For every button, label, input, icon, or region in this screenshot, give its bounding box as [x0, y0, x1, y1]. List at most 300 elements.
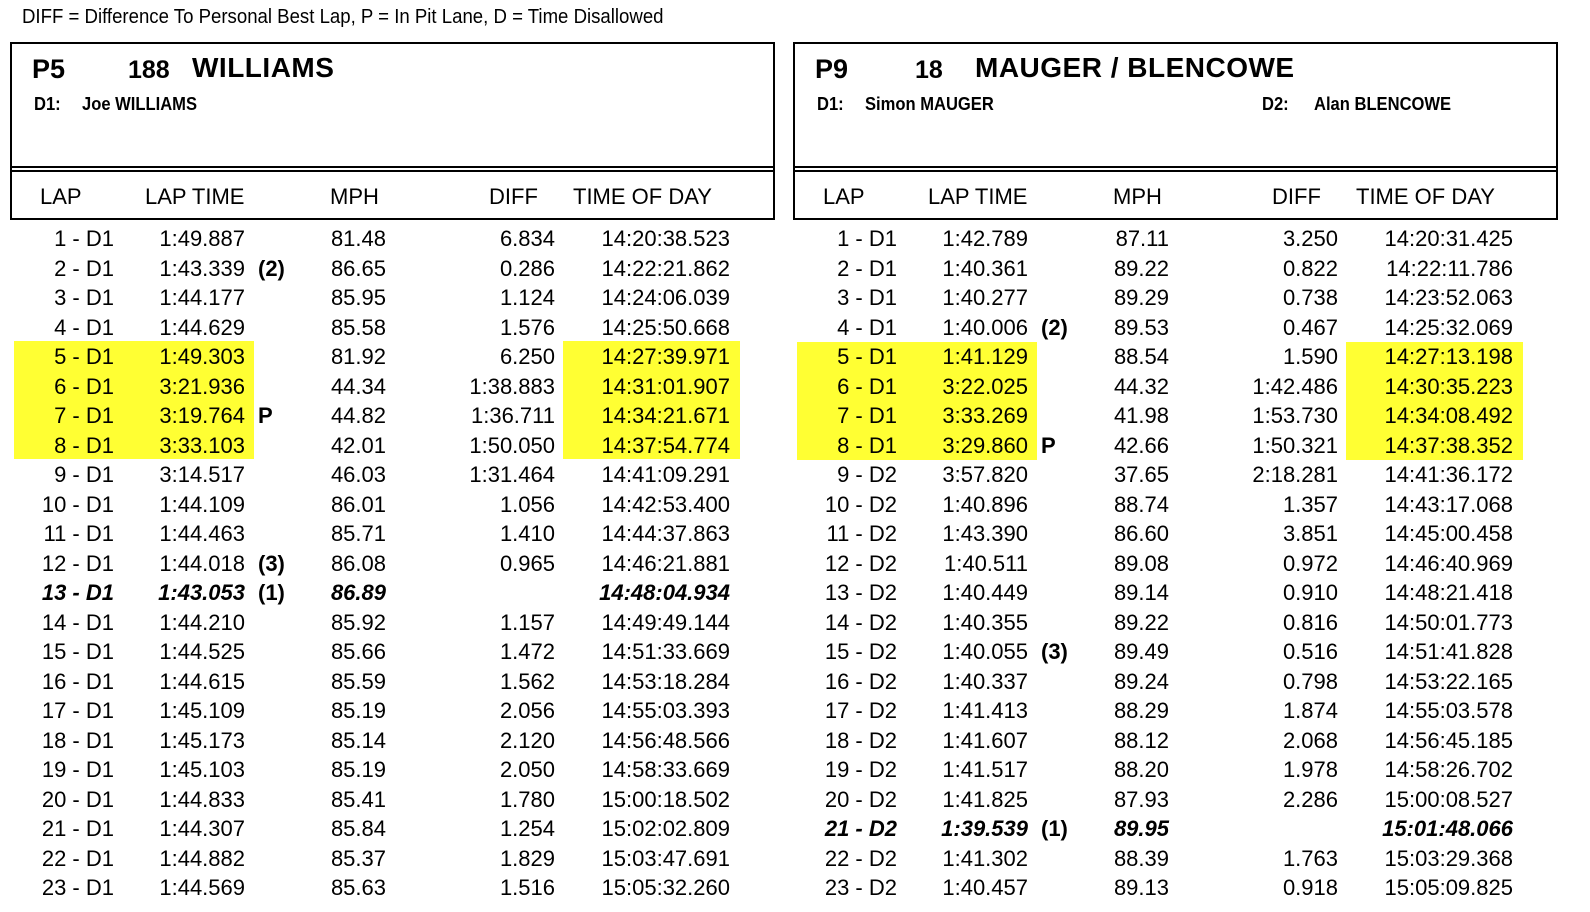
diff-cell: 1.157 — [499, 609, 555, 635]
diff-cell: 1.829 — [499, 845, 555, 871]
lap-time-cell: 1:41.302 — [942, 845, 1028, 871]
diff-cell: 1:50.321 — [1252, 432, 1338, 458]
lap-cell: 22 - D1 — [41, 845, 114, 871]
diff-cell: 0.822 — [1282, 255, 1338, 281]
time-of-day-cell: 14:51:41.828 — [1384, 639, 1513, 664]
lap-time-cell: 1:40.896 — [942, 491, 1028, 517]
lap-time-cell: 3:19.764 — [159, 403, 245, 428]
lap-cell: 21 - D2 — [824, 816, 897, 841]
mph-cell: 85.59 — [330, 668, 386, 694]
diff-cell: 0.910 — [1282, 580, 1338, 605]
car-number: 188 — [128, 56, 170, 84]
time-of-day-cell: 14:43:17.068 — [1384, 491, 1513, 517]
mph-cell: 89.53 — [1113, 314, 1169, 340]
diff-cell: 1.124 — [499, 285, 555, 310]
time-of-day-cell: 14:49:49.144 — [601, 609, 730, 635]
diff-cell: 1.874 — [1282, 698, 1338, 723]
team-name: WILLIAMS — [192, 52, 335, 83]
col-time-of-day: TIME OF DAY — [1356, 184, 1495, 209]
table-row — [10, 696, 775, 726]
time-of-day-cell: 14:41:09.291 — [601, 462, 730, 487]
mph-cell: 88.29 — [1113, 698, 1169, 723]
position-label: P5 — [32, 54, 66, 84]
time-of-day-cell: 14:31:01.907 — [601, 373, 730, 399]
lap-cell: 8 - D1 — [54, 432, 114, 458]
mph-cell: 88.12 — [1113, 727, 1169, 753]
table-row — [793, 814, 1558, 844]
lap-cell: 15 - D2 — [824, 639, 897, 664]
time-of-day-cell: 14:44:37.863 — [601, 521, 730, 546]
diff-cell: 1.562 — [499, 668, 555, 694]
lap-time-cell: 1:40.337 — [942, 668, 1028, 694]
table-row — [10, 519, 775, 549]
mph-cell: 85.71 — [330, 521, 386, 546]
time-of-day-cell: 14:37:54.774 — [601, 432, 730, 458]
diff-cell: 1.576 — [499, 314, 555, 340]
mph-cell: 85.63 — [330, 875, 386, 900]
lap-time-cell: 3:33.269 — [942, 403, 1028, 428]
lap-cell: 1 - D1 — [837, 226, 897, 251]
lap-cell: 4 - D1 — [837, 314, 897, 340]
time-of-day-cell: 14:51:33.669 — [601, 639, 730, 664]
lap-mark-cell: (2) — [1041, 314, 1068, 340]
time-of-day-cell: 15:05:09.825 — [1384, 875, 1513, 900]
lap-mark-cell: P — [1041, 432, 1056, 458]
lap-cell: 6 - D1 — [54, 373, 114, 399]
lap-cell: 21 - D1 — [41, 816, 114, 841]
mph-cell: 88.20 — [1113, 757, 1169, 782]
lap-time-cell: 1:43.339 — [159, 255, 245, 281]
table-row — [793, 667, 1558, 697]
table-row — [10, 726, 775, 756]
time-of-day-cell: 15:03:29.368 — [1384, 845, 1513, 871]
lap-time-cell: 3:21.936 — [159, 373, 245, 399]
diff-cell: 1:36.711 — [470, 403, 555, 428]
time-of-day-cell: 14:37:38.352 — [1384, 432, 1513, 458]
lap-cell: 16 - D1 — [41, 668, 114, 694]
diff-cell: 1:42.486 — [1252, 373, 1338, 399]
lap-mark-cell: (1) — [1041, 816, 1068, 841]
diff-cell: 1.516 — [499, 875, 555, 900]
lap-cell: 13 - D1 — [41, 580, 114, 605]
time-of-day-cell: 15:03:47.691 — [601, 845, 730, 871]
table-row — [793, 460, 1558, 490]
table-row — [10, 401, 775, 431]
driver1-name: Simon MAUGER — [865, 94, 994, 114]
mph-cell: 85.41 — [330, 786, 386, 812]
lap-time-cell: 1:40.511 — [943, 550, 1028, 576]
diff-cell: 1.357 — [1282, 491, 1338, 517]
lap-cell: 9 - D2 — [837, 462, 897, 487]
diff-cell: 1:53.730 — [1252, 403, 1338, 428]
time-of-day-cell: 14:22:11.786 — [1386, 255, 1513, 281]
car-header — [793, 42, 1558, 172]
table-row — [793, 372, 1558, 402]
mph-cell: 85.14 — [330, 727, 386, 753]
mph-cell: 44.82 — [330, 403, 386, 428]
diff-cell: 1.780 — [499, 786, 555, 812]
diff-cell: 1.056 — [499, 491, 555, 517]
table-row — [793, 283, 1558, 313]
lap-cell: 23 - D2 — [824, 875, 897, 900]
lap-time-cell: 1:45.173 — [159, 727, 245, 753]
mph-cell: 89.22 — [1113, 255, 1169, 281]
table-row — [10, 490, 775, 520]
diff-cell: 0.738 — [1282, 285, 1338, 310]
lap-time-cell: 1:44.018 — [159, 550, 245, 576]
lap-time-cell: 1:40.355 — [942, 609, 1028, 635]
time-of-day-cell: 14:55:03.393 — [601, 698, 730, 723]
diff-cell: 2:18.281 — [1252, 462, 1338, 487]
time-of-day-cell: 14:24:06.039 — [601, 285, 730, 310]
diff-cell: 0.816 — [1282, 609, 1338, 635]
mph-cell: 86.89 — [330, 580, 386, 605]
col-mph: MPH — [330, 184, 379, 209]
lap-cell: 10 - D2 — [824, 491, 897, 517]
diff-cell: 1:31.464 — [469, 462, 555, 487]
lap-cell: 2 - D1 — [54, 255, 114, 281]
lap-cell: 12 - D1 — [41, 550, 114, 576]
time-of-day-cell: 15:00:08.527 — [1384, 786, 1513, 812]
table-row — [793, 608, 1558, 638]
time-of-day-cell: 14:46:21.881 — [601, 550, 730, 576]
col-lap: LAP — [823, 184, 865, 209]
diff-cell: 1.472 — [499, 639, 555, 664]
lap-cell: 3 - D1 — [54, 285, 114, 310]
lap-cell: 17 - D1 — [41, 698, 114, 723]
table-row — [793, 578, 1558, 608]
lap-time-cell: 1:40.449 — [942, 580, 1028, 605]
lap-time-cell: 1:40.055 — [942, 639, 1028, 664]
lap-time-cell: 1:40.457 — [942, 875, 1028, 900]
table-row — [10, 224, 775, 254]
lap-cell: 9 - D1 — [54, 462, 114, 487]
table-row — [10, 814, 775, 844]
lap-time-cell: 1:44.463 — [159, 521, 245, 546]
mph-cell: 37.65 — [1113, 462, 1169, 487]
car-number: 18 — [915, 56, 943, 84]
table-row — [10, 608, 775, 638]
table-row — [10, 283, 775, 313]
lap-cell: 16 - D2 — [824, 668, 897, 694]
lap-cell: 19 - D2 — [824, 757, 897, 782]
time-of-day-cell: 14:46:40.969 — [1384, 550, 1513, 576]
lap-time-cell: 1:44.307 — [159, 816, 245, 841]
diff-cell: 2.050 — [499, 757, 555, 782]
mph-cell: 89.49 — [1113, 639, 1169, 664]
time-of-day-cell: 14:20:38.523 — [601, 226, 730, 251]
lap-cell: 6 - D1 — [837, 373, 897, 399]
time-of-day-cell: 14:45:00.458 — [1384, 521, 1513, 546]
time-of-day-cell: 14:58:33.669 — [601, 757, 730, 782]
diff-cell: 0.467 — [1282, 314, 1338, 340]
diff-cell: 2.286 — [1282, 786, 1338, 812]
table-row — [793, 401, 1558, 431]
time-of-day-cell: 14:22:21.862 — [601, 255, 730, 281]
diff-cell: 3.250 — [1282, 226, 1338, 251]
lap-time-cell: 1:44.210 — [159, 609, 245, 635]
time-of-day-cell: 14:58:26.702 — [1384, 757, 1513, 782]
time-of-day-cell: 14:56:48.566 — [601, 727, 730, 753]
time-of-day-cell: 14:25:50.668 — [601, 314, 730, 340]
lap-cell: 7 - D1 — [54, 403, 114, 428]
table-row — [793, 726, 1558, 756]
time-of-day-cell: 14:42:53.400 — [601, 491, 730, 517]
lap-time-cell: 1:41.607 — [942, 727, 1028, 753]
diff-cell: 3.851 — [1282, 521, 1338, 546]
lap-time-cell: 3:57.820 — [942, 462, 1028, 487]
lap-time-cell: 1:41.517 — [942, 757, 1028, 782]
table-row — [793, 313, 1558, 343]
time-of-day-cell: 14:48:21.418 — [1384, 580, 1513, 605]
lap-cell: 23 - D1 — [41, 875, 114, 900]
table-row — [10, 785, 775, 815]
col-mph: MPH — [1113, 184, 1162, 209]
mph-cell: 88.39 — [1113, 845, 1169, 871]
lap-cell: 5 - D1 — [54, 344, 114, 369]
lap-cell: 13 - D2 — [824, 580, 897, 605]
table-row — [793, 490, 1558, 520]
table-row — [10, 873, 775, 903]
lap-cell: 14 - D1 — [41, 609, 114, 635]
col-lap-time: LAP TIME — [145, 184, 245, 209]
time-of-day-cell: 14:30:35.223 — [1384, 373, 1513, 399]
lap-time-cell: 1:44.109 — [159, 491, 245, 517]
lap-cell: 22 - D2 — [824, 845, 897, 871]
diff-cell: 0.798 — [1282, 668, 1338, 694]
table-row — [793, 224, 1558, 254]
mph-cell: 81.92 — [330, 344, 386, 369]
lap-time-cell: 3:33.103 — [159, 432, 245, 458]
lap-time-cell: 1:42.789 — [942, 226, 1028, 251]
diff-cell: 0.286 — [499, 255, 555, 281]
diff-cell: 0.516 — [1282, 639, 1338, 664]
table-row — [793, 844, 1558, 874]
lap-time-cell: 3:14.517 — [159, 462, 245, 487]
legend-text: DIFF = Difference To Personal Best Lap, P = In Pit Lane, D = Time Disallowed — [22, 6, 664, 28]
diff-cell: 0.972 — [1282, 550, 1338, 576]
mph-cell: 41.98 — [1113, 403, 1169, 428]
table-row — [10, 578, 775, 608]
mph-cell: 85.19 — [330, 757, 386, 782]
lap-time-cell: 1:49.303 — [159, 344, 245, 369]
mph-cell: 89.08 — [1113, 550, 1169, 576]
table-row — [10, 844, 775, 874]
mph-cell: 42.01 — [330, 432, 386, 458]
lap-cell: 5 - D1 — [837, 344, 897, 369]
mph-cell: 86.60 — [1113, 521, 1169, 546]
table-row — [10, 342, 775, 372]
diff-cell: 1.410 — [499, 521, 555, 546]
lap-time-cell: 3:29.860 — [942, 432, 1028, 458]
lap-mark-cell: (3) — [1041, 639, 1068, 664]
mph-cell: 81.48 — [330, 226, 386, 251]
mph-cell: 85.66 — [330, 639, 386, 664]
diff-cell: 1.590 — [1282, 344, 1338, 369]
lap-time-cell: 1:45.103 — [159, 757, 245, 782]
diff-cell: 0.965 — [499, 550, 555, 576]
lap-time-cell: 1:44.177 — [159, 285, 245, 310]
lap-time-cell: 1:49.887 — [159, 226, 245, 251]
diff-cell: 6.834 — [499, 226, 555, 251]
table-row — [10, 637, 775, 667]
lap-mark-cell: (3) — [258, 550, 285, 576]
table-row — [793, 342, 1558, 372]
lap-cell: 17 - D2 — [824, 698, 897, 723]
diff-cell: 2.120 — [499, 727, 555, 753]
lap-time-cell: 1:44.629 — [159, 314, 245, 340]
table-row — [793, 549, 1558, 579]
table-row — [793, 637, 1558, 667]
table-row — [10, 431, 775, 461]
col-lap-time: LAP TIME — [928, 184, 1028, 209]
lap-cell: 4 - D1 — [54, 314, 114, 340]
mph-cell: 86.65 — [330, 255, 386, 281]
lap-cell: 19 - D1 — [41, 757, 114, 782]
table-row — [793, 785, 1558, 815]
table-row — [10, 372, 775, 402]
lap-time-cell: 1:44.615 — [159, 668, 245, 694]
mph-cell: 88.74 — [1113, 491, 1169, 517]
mph-cell: 87.11 — [1115, 226, 1169, 251]
lap-cell: 20 - D1 — [41, 786, 114, 812]
time-of-day-cell: 15:05:32.260 — [601, 875, 730, 900]
lap-cell: 18 - D1 — [41, 727, 114, 753]
col-diff: DIFF — [1272, 184, 1321, 209]
lap-time-cell: 1:44.569 — [159, 875, 245, 900]
mph-cell: 46.03 — [330, 462, 386, 487]
lap-time-cell: 1:44.882 — [159, 845, 245, 871]
table-row — [10, 667, 775, 697]
position-label: P9 — [815, 54, 849, 84]
table-row — [793, 755, 1558, 785]
lap-cell: 20 - D2 — [824, 786, 897, 812]
car-header — [10, 42, 775, 172]
column-header-row — [793, 170, 1558, 220]
lap-time-cell: 1:43.390 — [942, 521, 1028, 546]
col-diff: DIFF — [489, 184, 538, 209]
lap-time-cell: 1:40.361 — [942, 255, 1028, 281]
mph-cell: 42.66 — [1113, 432, 1169, 458]
lap-cell: 8 - D1 — [837, 432, 897, 458]
mph-cell: 89.95 — [1113, 816, 1169, 841]
table-row — [10, 549, 775, 579]
mph-cell: 86.01 — [330, 491, 386, 517]
time-of-day-cell: 14:55:03.578 — [1384, 698, 1513, 723]
table-row — [793, 519, 1558, 549]
time-of-day-cell: 14:27:13.198 — [1384, 344, 1513, 369]
lap-cell: 11 - D1 — [43, 521, 114, 546]
lap-time-cell: 1:45.109 — [159, 698, 245, 723]
team-name: MAUGER / BLENCOWE — [975, 52, 1295, 83]
time-of-day-cell: 14:50:01.773 — [1384, 609, 1513, 635]
diff-cell: 1:50.050 — [469, 432, 555, 458]
lap-cell: 15 - D1 — [41, 639, 114, 664]
table-row — [793, 254, 1558, 284]
lap-cell: 10 - D1 — [41, 491, 114, 517]
diff-cell: 2.056 — [499, 698, 555, 723]
time-of-day-cell: 14:53:22.165 — [1384, 668, 1513, 694]
mph-cell: 85.58 — [330, 314, 386, 340]
time-of-day-cell: 14:23:52.063 — [1384, 285, 1513, 310]
time-of-day-cell: 14:48:04.934 — [599, 580, 730, 605]
mph-cell: 86.08 — [330, 550, 386, 576]
lap-time-cell: 1:40.006 — [942, 314, 1028, 340]
mph-cell: 85.19 — [330, 698, 386, 723]
time-of-day-cell: 15:00:18.502 — [601, 786, 730, 812]
table-row — [10, 755, 775, 785]
time-of-day-cell: 14:56:45.185 — [1384, 727, 1513, 753]
time-of-day-cell: 14:34:21.671 — [601, 403, 730, 428]
lap-cell: 7 - D1 — [837, 403, 897, 428]
mph-cell: 85.92 — [330, 609, 386, 635]
diff-cell: 1.254 — [499, 816, 555, 841]
table-row — [793, 696, 1558, 726]
table-row — [793, 873, 1558, 903]
lap-cell: 18 - D2 — [824, 727, 897, 753]
time-of-day-cell: 14:53:18.284 — [601, 668, 730, 694]
diff-cell: 2.068 — [1282, 727, 1338, 753]
table-row — [10, 460, 775, 490]
col-time-of-day: TIME OF DAY — [573, 184, 712, 209]
diff-cell: 6.250 — [499, 344, 555, 369]
lap-mark-cell: (2) — [258, 255, 285, 281]
mph-cell: 44.34 — [330, 373, 386, 399]
lap-cell: 11 - D2 — [826, 521, 897, 546]
mph-cell: 89.13 — [1113, 875, 1169, 900]
driver2-name: Alan BLENCOWE — [1314, 94, 1452, 114]
mph-cell: 85.95 — [330, 285, 386, 310]
time-of-day-cell: 14:27:39.971 — [601, 344, 730, 369]
diff-cell: 1:38.883 — [469, 373, 555, 399]
time-of-day-cell: 14:25:32.069 — [1384, 314, 1513, 340]
driver1-label: D1: — [34, 94, 61, 114]
column-header-row — [10, 170, 775, 220]
diff-cell: 1.763 — [1282, 845, 1338, 871]
driver1-name: Joe WILLIAMS — [82, 94, 197, 114]
lap-cell: 12 - D2 — [824, 550, 897, 576]
lap-cell: 1 - D1 — [54, 226, 114, 251]
table-row — [10, 254, 775, 284]
mph-cell: 88.54 — [1113, 344, 1169, 369]
lap-time-cell: 1:44.833 — [159, 786, 245, 812]
col-lap: LAP — [40, 184, 82, 209]
lap-time-cell: 1:41.825 — [942, 786, 1028, 812]
time-of-day-cell: 14:41:36.172 — [1384, 462, 1513, 487]
diff-cell: 0.918 — [1282, 875, 1338, 900]
mph-cell: 87.93 — [1113, 786, 1169, 812]
mph-cell: 89.24 — [1113, 668, 1169, 694]
time-of-day-cell: 15:02:02.809 — [601, 816, 730, 841]
driver2-label: D2: — [1262, 94, 1289, 114]
mph-cell: 89.14 — [1113, 580, 1169, 605]
mph-cell: 44.32 — [1113, 373, 1169, 399]
lap-time-cell: 1:41.413 — [942, 698, 1028, 723]
lap-cell: 3 - D1 — [837, 285, 897, 310]
mph-cell: 85.37 — [330, 845, 386, 871]
mph-cell: 89.22 — [1113, 609, 1169, 635]
lap-cell: 2 - D1 — [837, 255, 897, 281]
time-of-day-cell: 15:01:48.066 — [1382, 816, 1513, 841]
lap-mark-cell: (1) — [258, 580, 285, 605]
time-of-day-cell: 14:34:08.492 — [1384, 403, 1513, 428]
lap-time-cell: 1:39.539 — [941, 816, 1028, 841]
lap-time-cell: 1:44.525 — [159, 639, 245, 664]
mph-cell: 89.29 — [1113, 285, 1169, 310]
lap-cell: 14 - D2 — [824, 609, 897, 635]
driver1-label: D1: — [817, 94, 844, 114]
lap-time-cell: 1:43.053 — [158, 580, 245, 605]
